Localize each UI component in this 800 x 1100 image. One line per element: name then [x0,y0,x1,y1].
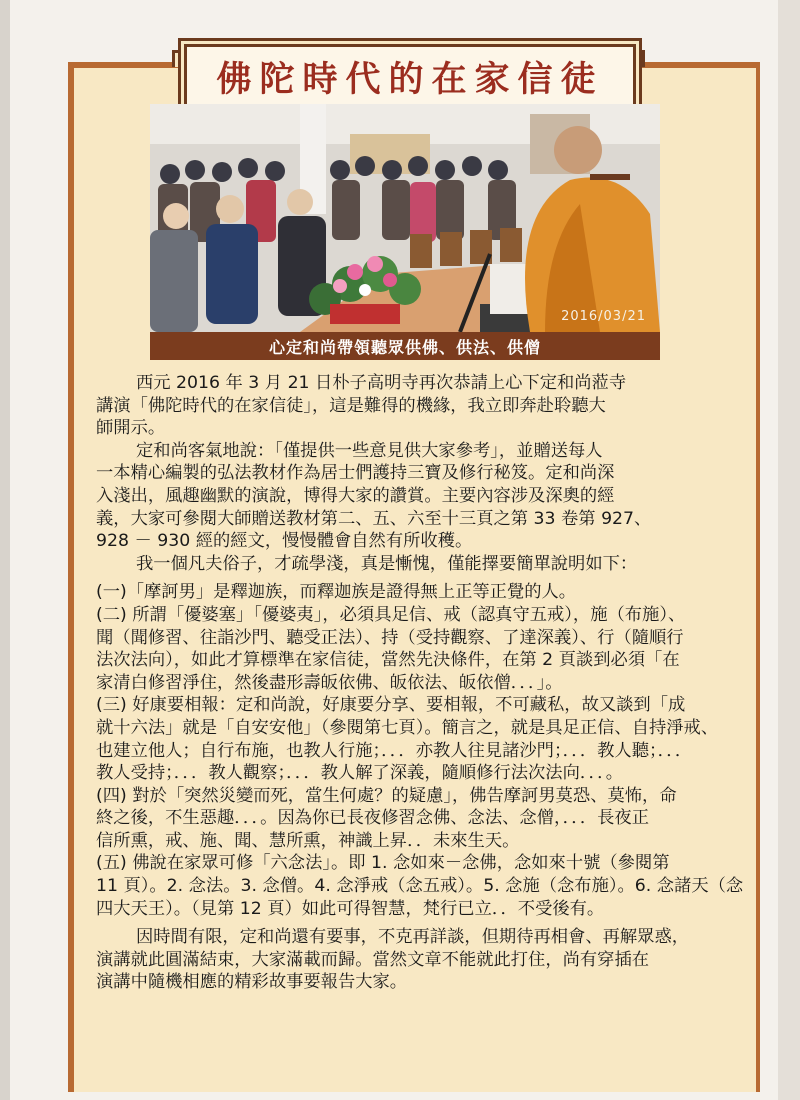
binding-strip [0,0,10,1100]
text-line: 928 － 930 經的經文，慢慢體會自然有所收穫。 [96,531,473,552]
text-line: 教人受持；．．．教人觀察；．．．教人解了深義，隨順修行法次法向．．．。 [96,763,624,784]
event-photo [150,104,660,332]
article-paragraph [96,604,744,694]
title-banner [184,44,636,110]
text-line: (四) 對於「突然災變而死，當生何處？的疑慮」，佛告摩訶男莫恐、莫怖，命 [96,785,677,806]
text-line: 我一個凡夫俗子，才疏學淺，真是慚愧，僅能擇要簡單說明如下： [136,553,638,574]
article-paragraph [96,926,744,994]
text-line: (五) 佛說在家眾可修「六念法」。即 1. 念如來－念佛，念如來十號（參閱第 [96,853,670,874]
article-paragraph [96,440,744,553]
text-line: 義，大家可參閱大師贈送教材第二、五、六至十三頁之第 33 卷第 927、 [96,508,652,529]
text-line: (三) 好康要相報：定和尚說，好康要分享、要相報，不可藏私，故又談到「成 [96,695,686,716]
text-line: 四大天王）。（見第 12 頁）如此可得智慧，梵行已立．．不受後有。 [96,898,605,919]
text-line: 入淺出，風趣幽默的演說，博得大家的讚賞。主要內容涉及深奧的經 [96,485,615,506]
text-line: 講演「佛陀時代的在家信徒」，這是難得的機緣，我立即奔赴聆聽大 [96,395,606,416]
text-line: (二) 所謂「優婆塞」「優婆夷」，必須具足信、戒（認真守五戒），施（布施）、 [96,604,686,625]
article-paragraph [96,372,744,440]
text-line: (一)「摩訶男」是釋迦族，而釋迦族是證得無上正等正覺的人。 [96,582,577,603]
text-line: 因時間有限，定和尚還有要事，不克再詳談，但期待再相會、再解眾惑， [136,927,690,948]
text-line: 定和尚客氣地說：「僅提供一些意見供大家參考」，並贈送每人 [136,440,603,461]
text-line: 聞（聞修習、往詣沙門、聽受正法）、持（受持觀察、了達深義）、行（隨順行 [96,627,684,648]
text-line: 家清白修習淨住，然後盡形壽皈依佛、皈依法、皈依僧．．．」。 [96,672,563,693]
text-line: 11 頁）。2. 念法。3. 念僧。4. 念淨戒（念五戒）。5. 念施（念布施）。6. 念諸天（念 [96,876,744,897]
article-paragraph [96,785,744,853]
text-line: 西元 2016 年 3 月 21 日朴子高明寺再次恭請上心下定和尚蒞寺 [136,373,627,393]
text-line: 就十六法」就是「自安安他」（參閱第七頁）。簡言之，就是具足正信、自持淨戒、 [96,717,719,738]
article-paragraph [96,694,744,784]
text-line: 演講中隨機相應的精彩故事要報告大家。 [96,972,408,993]
event-photo-illustration [150,104,660,332]
text-line: 法次法向），如此才算標準在家信徒，當然先決條件，在第 2 頁談到必須「在 [96,650,680,671]
photo-caption: 心定和尚帶領聽眾供佛、供法、供僧 [150,332,660,360]
photo-date-stamp: 2016/03/21 [561,309,646,324]
text-line: 師開示。 [96,418,166,439]
page-title: 佛陀時代的在家信徒 [216,60,604,100]
text-line: 也建立他人；自行布施，也教人行施；．．．亦教人往見諸沙門；．．．教人聽；．．． [96,740,693,761]
text-line: 演講就此圓滿結束，大家滿載而歸。當然文章不能就此打住，尚有穿插在 [96,949,650,970]
article-paragraph [96,581,744,604]
page-edge [778,0,800,1100]
article-paragraph [96,553,744,576]
article-body [96,372,744,994]
article-paragraph [96,852,744,920]
text-line: 終之後，不生惡趣．．．。因為你已長夜修習念佛、念法、念僧，．．．長夜正 [96,808,649,829]
text-line: 信所熏，戒、施、聞、慧所熏，神識上昇．．未來生天。 [96,830,520,851]
text-line: 一本精心編製的弘法教材作為居士們護持三寶及修行秘笈。定和尚深 [96,463,615,484]
